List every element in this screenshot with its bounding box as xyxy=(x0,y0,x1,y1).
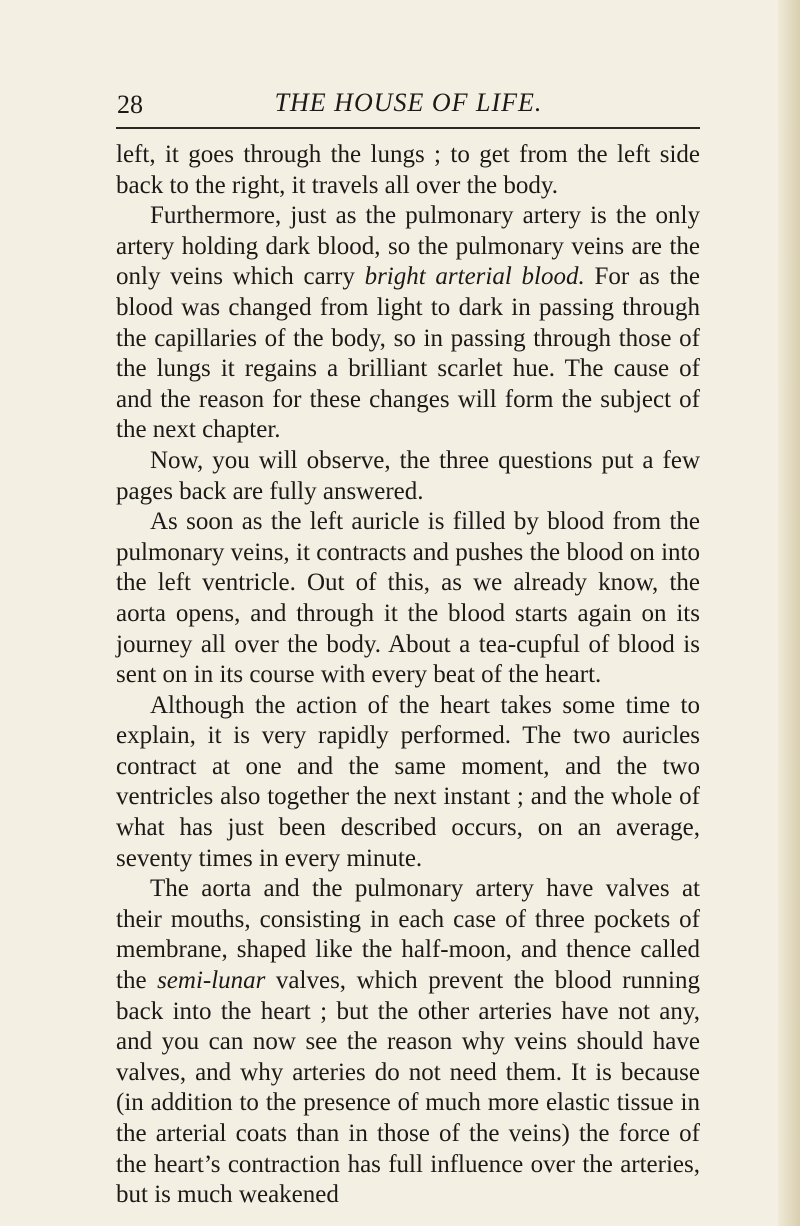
paragraph xyxy=(116,874,700,1211)
paragraph-text-after: valves, which prevent the blood running back into the heart ; but the other arteries have not any, and you can now see the reason why veins should have valves, and why arteries do not need them. It is because (in addition to the presence of much more elastic tissue in the arterial coats than in those of the veins) the force of the heart’s contraction has full influence over the arteries, but is much weakened xyxy=(116,967,701,1209)
paragraph-text: Now, you will observe, the three questions put a few pages back are fully answered. xyxy=(116,446,700,505)
paragraph xyxy=(116,446,700,507)
paragraph-text-after: For as the blood was changed from light to dark in passing through the capillaries of the body, so in passing through those of the lungs it regains a brilliant scarlet hue. The cause of and the reason for these changes will form the subject of the next chapter. xyxy=(116,263,700,444)
paragraph-text-before: Furthermore, just as the pulmonary artery is the only artery holding dark blood, so the pulmonary veins are the only veins which carry xyxy=(116,202,700,291)
italic-phrase: bright arterial blood. xyxy=(364,263,585,291)
paragraph xyxy=(116,201,700,446)
paragraph xyxy=(116,507,700,691)
header-rule xyxy=(116,127,700,129)
paragraph xyxy=(116,140,700,201)
paragraph-text-before: The aorta and the pulmonary artery have valves at their mouths, consisting in each case of three pockets of membrane, shaped like the half-moon, and thence called the xyxy=(116,875,700,995)
running-title: THE HOUSE OF LIFE. xyxy=(274,88,543,117)
paragraph-text: left, it goes through the lungs ; to get from the left side back to the right, it travels all over the body. xyxy=(116,141,700,199)
page-number: 28 xyxy=(117,90,143,119)
paragraph xyxy=(116,691,700,875)
italic-term: semi-lunar xyxy=(157,967,266,995)
page-header xyxy=(117,86,800,126)
paragraph-text: Although the action of the heart takes some time to explain, it is very rapidly performed. The two auricles contract at one and the same moment, and the two ventricles also together the next instant ; and the whole of what has just been described occurs, on an average, seventy times in every minute. xyxy=(116,691,700,872)
page-edge-shadow xyxy=(778,0,800,1226)
paragraph-text: As soon as the left auricle is filled by blood from the pulmonary veins, it contracts and pushes the blood on into the left ventricle. Out of this, as we already know, the aorta opens, and through it the blood starts again on its journey all over the body. About a tea-cupful of blood is sent on in its course with every beat of the heart. xyxy=(116,508,700,689)
body-text xyxy=(116,140,700,1211)
